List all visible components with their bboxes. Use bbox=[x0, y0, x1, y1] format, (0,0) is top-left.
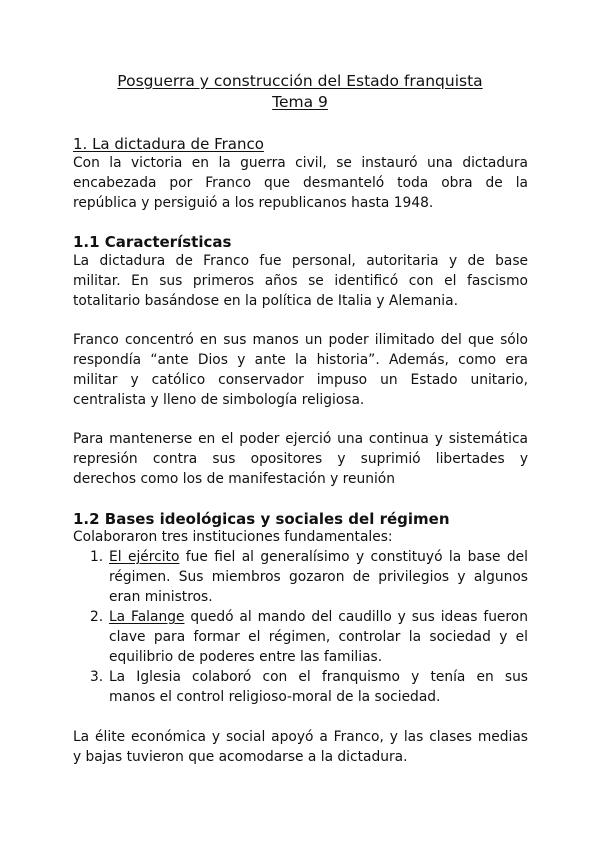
list-item bbox=[90, 607, 528, 667]
text-line: centralista y lleno de simbología religiosa. bbox=[73, 392, 365, 408]
closing-paragraph bbox=[73, 727, 528, 767]
text-line: respondía “ante Dios y ante la historia”. Además, como era bbox=[73, 352, 528, 368]
text-line: militar y católico conservador impuso un Estado unitario, bbox=[73, 372, 528, 388]
text-fragment: quedó al mando del caudillo y sus ideas fueron bbox=[184, 609, 528, 625]
text-line: y bajas tuvieron que acomodarse a la dictadura. bbox=[73, 749, 408, 765]
term-army: El ejército bbox=[109, 549, 180, 565]
text-line bbox=[109, 547, 528, 567]
document-title: Posguerra y construcción del Estado franquista bbox=[117, 72, 483, 90]
section-heading-1-1: 1.1 Características bbox=[73, 233, 232, 251]
text-line: La Iglesia colaboró con el franquismo y tenía en sus bbox=[109, 669, 528, 685]
text-line: eran ministros. bbox=[109, 589, 213, 605]
text-line: equilibrio de poderes entre las familias. bbox=[109, 649, 383, 665]
list-number: 2. bbox=[90, 609, 104, 625]
characteristics-paragraph-2 bbox=[73, 330, 528, 410]
text-line: Con la victoria en la guerra civil, se instauró una dictadura bbox=[73, 155, 528, 171]
institutions-intro bbox=[73, 527, 528, 547]
institutions-list bbox=[90, 547, 528, 707]
list-number: 3. bbox=[90, 669, 104, 685]
characteristics-paragraph-1 bbox=[73, 251, 528, 311]
text-line bbox=[109, 607, 528, 627]
document-subtitle: Tema 9 bbox=[272, 93, 328, 111]
text-line: represión contra sus opositores y suprimió libertades y bbox=[73, 451, 528, 467]
list-item bbox=[90, 547, 528, 607]
text-line: derechos como los de manifestación y reunión bbox=[73, 471, 395, 487]
text-line: encabezada por Franco que desmanteló toda obra de la bbox=[73, 175, 528, 191]
text-fragment: fue fiel al generalísimo y constituyó la base del bbox=[179, 549, 528, 565]
text-line: clave para formar el régimen, controlar la sociedad y el bbox=[109, 629, 528, 645]
list-number: 1. bbox=[90, 549, 104, 565]
text-line: manos el control religioso-moral de la sociedad. bbox=[109, 689, 441, 705]
list-item bbox=[90, 667, 528, 707]
text-line: La élite económica y social apoyó a Franco, y las clases medias bbox=[73, 729, 528, 745]
text-line: La dictadura de Franco fue personal, autoritaria y de base bbox=[73, 253, 528, 269]
section-heading-1-2: 1.2 Bases ideológicas y sociales del régimen bbox=[73, 510, 450, 528]
text-line: totalitario basándose en la política de Italia y Alemania. bbox=[73, 293, 458, 309]
term-falange: La Falange bbox=[109, 609, 185, 625]
text-line: Colaboraron tres instituciones fundamentales: bbox=[73, 529, 393, 545]
text-line: Para mantenerse en el poder ejerció una continua y sistemática bbox=[73, 431, 528, 447]
section-heading-1: 1. La dictadura de Franco bbox=[73, 135, 264, 153]
text-line: república y persiguió a los republicanos hasta 1948. bbox=[73, 195, 434, 211]
text-line: militar. En sus primeros años se identificó con el fascismo bbox=[73, 273, 528, 289]
text-line: Franco concentró en sus manos un poder ilimitado del que sólo bbox=[73, 332, 528, 348]
text-line: régimen. Sus miembros gozaron de privilegios y algunos bbox=[109, 569, 528, 585]
section-1-paragraph bbox=[73, 153, 528, 213]
characteristics-paragraph-3 bbox=[73, 429, 528, 489]
